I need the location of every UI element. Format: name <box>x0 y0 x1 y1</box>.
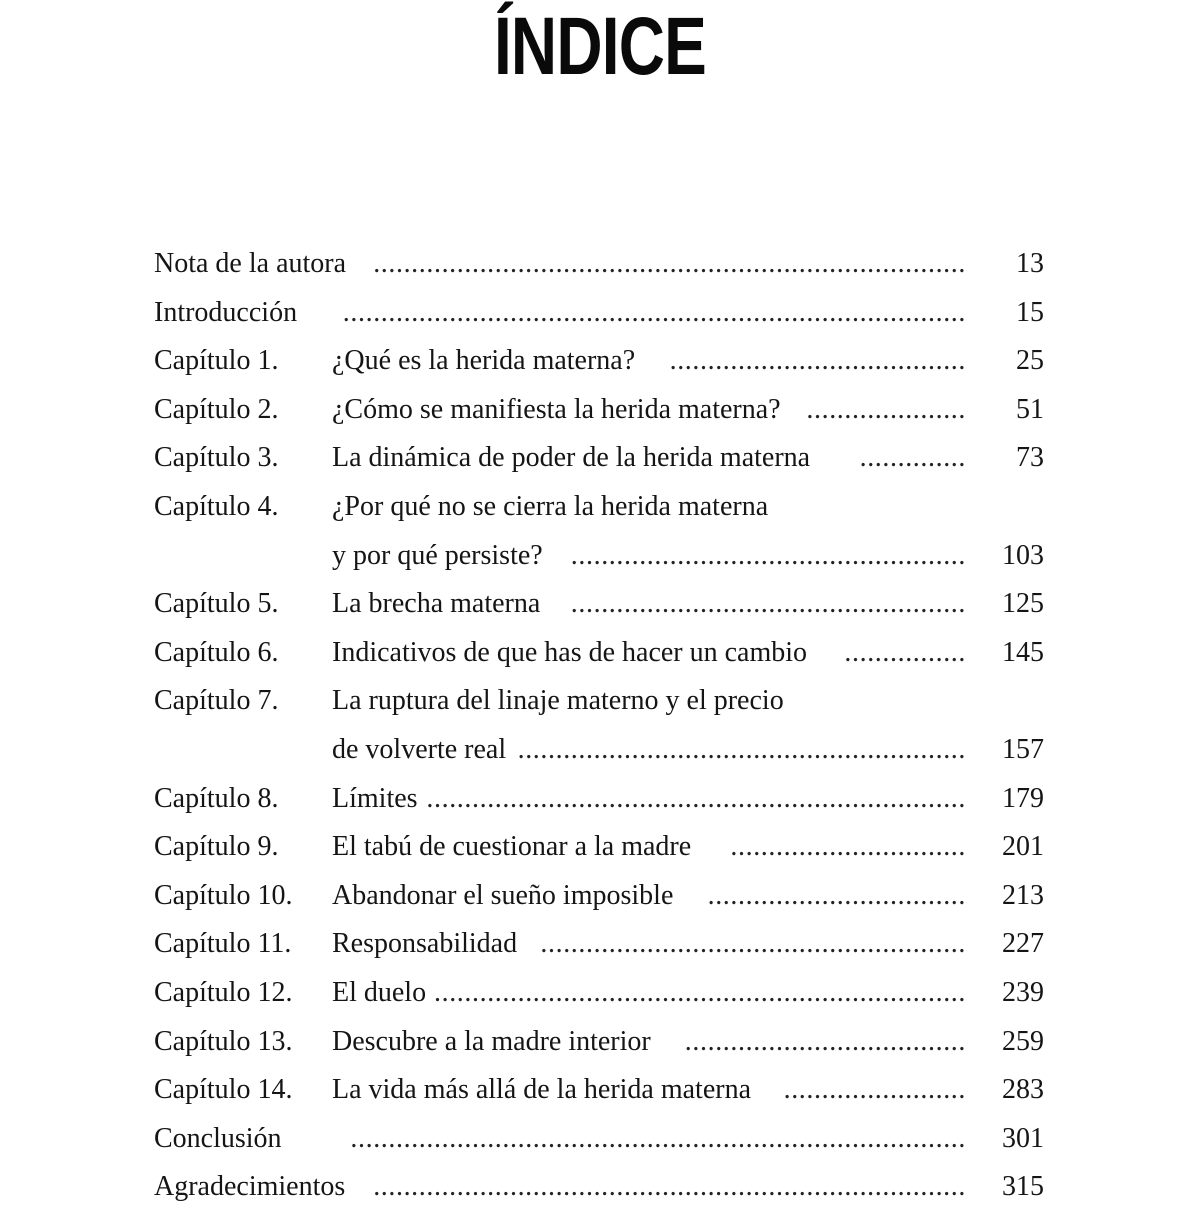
table-of-contents <box>154 240 1044 1212</box>
toc-title: La vida más allá de la herida materna <box>332 1074 752 1106</box>
toc-page-number: 103 <box>1002 539 1044 571</box>
dot-leader: ..................................... <box>684 1025 966 1057</box>
dot-leader: .................................. <box>707 879 966 911</box>
toc-row[interactable] <box>154 920 1044 969</box>
dot-leader: ....................................................................... <box>426 782 966 814</box>
toc-row[interactable] <box>154 629 1044 678</box>
toc-row[interactable] <box>154 337 1044 386</box>
toc-label: Introducción <box>154 296 298 328</box>
toc-title: Indicativos de que has de hacer un cambio <box>332 636 808 668</box>
toc-row[interactable] <box>154 240 1044 289</box>
toc-page-number: 301 <box>1002 1122 1044 1154</box>
toc-label: Nota de la autora <box>154 248 347 279</box>
toc-row[interactable] <box>154 386 1044 435</box>
toc-label: Capítulo 7. <box>154 685 279 717</box>
dot-leader: ....................................... <box>669 345 966 377</box>
toc-label: Capítulo 1. <box>154 345 279 377</box>
toc-title: y por qué persiste? <box>332 539 543 571</box>
toc-row[interactable] <box>154 532 1044 581</box>
toc-label: Capítulo 5. <box>154 588 279 620</box>
toc-page-number: 73 <box>1016 442 1044 474</box>
toc-label: Agradecimientos <box>154 1171 346 1203</box>
toc-title: Abandonar el sueño imposible <box>332 879 674 911</box>
dot-leader: ........................................................ <box>540 928 966 960</box>
toc-title: Límites <box>332 782 418 814</box>
toc-row[interactable] <box>154 969 1044 1018</box>
toc-page-number: 125 <box>1002 588 1044 620</box>
page-title: ÍNDICE <box>493 1 707 92</box>
toc-row[interactable] <box>154 434 1044 483</box>
toc-page-number: 145 <box>1002 636 1044 668</box>
toc-row[interactable] <box>154 1115 1044 1164</box>
toc-title: El duelo <box>332 976 427 1008</box>
toc-label: Capítulo 12. <box>154 976 293 1008</box>
toc-page-number: 259 <box>1002 1025 1044 1057</box>
toc-page-number: 15 <box>1016 296 1044 328</box>
dot-leader: .............................................................................. <box>373 1171 966 1203</box>
toc-row[interactable] <box>154 1066 1044 1115</box>
toc-page-number: 283 <box>1002 1074 1044 1106</box>
dot-leader: .................................................... <box>570 539 966 571</box>
toc-row[interactable] <box>154 1163 1044 1212</box>
toc-title: de volverte real <box>332 733 507 765</box>
toc-label: Capítulo 4. <box>154 490 279 522</box>
toc-label: Capítulo 8. <box>154 782 279 814</box>
toc-page-number: 227 <box>1002 928 1044 960</box>
toc-label: Capítulo 3. <box>154 442 279 474</box>
toc-row[interactable] <box>154 483 1044 532</box>
toc-row[interactable] <box>154 726 1044 775</box>
toc-row[interactable] <box>154 580 1044 629</box>
toc-title: La ruptura del linaje materno y el precio <box>332 685 784 717</box>
toc-label: Capítulo 6. <box>154 636 279 668</box>
toc-label: Capítulo 9. <box>154 831 279 863</box>
dot-leader: ................ <box>844 636 966 668</box>
toc-title: ¿Por qué no se cierra la herida materna <box>332 490 769 522</box>
toc-title: ¿Cómo se manifiesta la herida materna? <box>332 393 781 425</box>
toc-label: Capítulo 14. <box>154 1074 293 1106</box>
toc-page-number: 13 <box>1016 248 1044 279</box>
toc-label: Conclusión <box>154 1122 282 1154</box>
toc-title: El tabú de cuestionar a la madre <box>332 831 692 863</box>
dot-leader: ...................................................................... <box>434 976 966 1008</box>
toc-page-number: 157 <box>1002 733 1044 765</box>
toc-title: Responsabilidad <box>332 928 518 960</box>
dot-leader: .............. <box>859 442 966 474</box>
toc-row[interactable] <box>154 1018 1044 1067</box>
dot-leader: ........................ <box>783 1074 966 1106</box>
toc-row[interactable] <box>154 775 1044 824</box>
toc-row[interactable] <box>154 872 1044 921</box>
toc-label: Capítulo 2. <box>154 393 279 425</box>
toc-page-number: 25 <box>1016 345 1044 377</box>
toc-page-number: 315 <box>1002 1171 1044 1203</box>
toc-label: Capítulo 10. <box>154 879 293 911</box>
toc-row[interactable] <box>154 289 1044 338</box>
dot-leader: ................................................................................. <box>350 1122 966 1154</box>
dot-leader: ..................... <box>806 393 966 425</box>
toc-title: Descubre a la madre interior <box>332 1025 651 1057</box>
dot-leader: ........................................................... <box>517 733 966 765</box>
dot-leader: ............................... <box>730 831 966 863</box>
dot-leader: .................................................... <box>570 588 966 620</box>
toc-page-number: 201 <box>1002 831 1044 863</box>
toc-title: La dinámica de poder de la herida materna <box>332 442 811 474</box>
toc-title: La brecha materna <box>332 588 541 620</box>
dot-leader: .................................................................................. <box>342 296 966 328</box>
toc-page-number: 213 <box>1002 879 1044 911</box>
toc-row[interactable] <box>154 823 1044 872</box>
toc-label: Capítulo 13. <box>154 1025 293 1057</box>
toc-row[interactable] <box>154 677 1044 726</box>
dot-leader: .............................................................................. <box>373 248 966 279</box>
toc-page-number: 51 <box>1016 393 1044 425</box>
toc-page-number: 179 <box>1002 782 1044 814</box>
toc-page-number: 239 <box>1002 976 1044 1008</box>
toc-label: Capítulo 11. <box>154 928 292 960</box>
toc-title: ¿Qué es la herida materna? <box>332 345 636 377</box>
